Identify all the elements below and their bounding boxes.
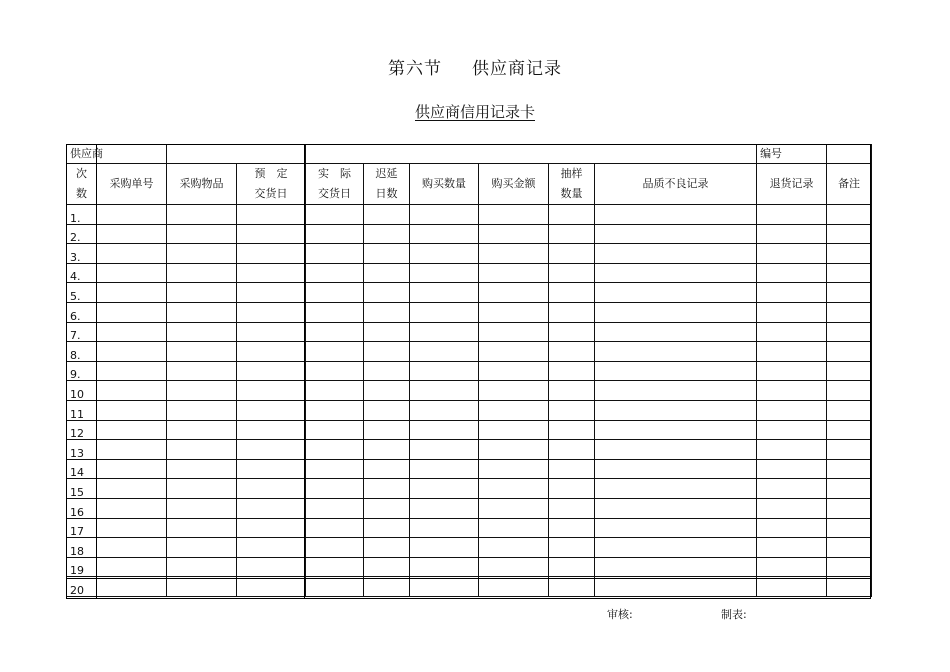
table-cell[interactable] xyxy=(549,400,595,420)
table-cell[interactable] xyxy=(757,263,827,283)
table-cell[interactable] xyxy=(364,577,410,597)
table-cell[interactable] xyxy=(306,498,364,518)
table-row xyxy=(67,361,872,381)
table-cell[interactable] xyxy=(167,224,237,244)
table-cell[interactable] xyxy=(549,302,595,322)
col-index-bottom: 数 xyxy=(76,187,87,200)
table-cell[interactable] xyxy=(410,381,479,401)
table-cell[interactable] xyxy=(757,518,827,538)
table-cell[interactable] xyxy=(827,244,872,264)
col-actual-top: 实 际 xyxy=(318,167,351,180)
table-cell[interactable] xyxy=(549,244,595,264)
table-cell[interactable] xyxy=(167,440,237,460)
table-row xyxy=(67,518,872,538)
table-cell[interactable] xyxy=(237,283,306,303)
table-cell[interactable] xyxy=(306,538,364,558)
row-index: 15 xyxy=(67,479,97,499)
table-cell[interactable] xyxy=(595,302,757,322)
table-row xyxy=(67,244,872,264)
table-cell[interactable] xyxy=(97,263,167,283)
row-index: 11 xyxy=(67,400,97,420)
table-cell[interactable] xyxy=(410,400,479,420)
table-cell[interactable] xyxy=(410,538,479,558)
preparer-label: 制表: xyxy=(721,608,747,621)
supplier-credit-card-table xyxy=(66,144,872,597)
table-cell[interactable] xyxy=(97,440,167,460)
table-cell[interactable] xyxy=(364,244,410,264)
table-cell[interactable] xyxy=(97,538,167,558)
table-cell[interactable] xyxy=(757,557,827,577)
table-cell[interactable] xyxy=(167,420,237,440)
table-cell[interactable] xyxy=(97,400,167,420)
table-cell[interactable] xyxy=(479,538,549,558)
table-cell[interactable] xyxy=(410,577,479,597)
table-cell[interactable] xyxy=(595,440,757,460)
table-cell[interactable] xyxy=(97,498,167,518)
table-cell[interactable] xyxy=(97,361,167,381)
table-cell[interactable] xyxy=(167,244,237,264)
table-cell[interactable] xyxy=(97,244,167,264)
table-cell[interactable] xyxy=(479,440,549,460)
table-cell[interactable] xyxy=(97,322,167,342)
table-cell[interactable] xyxy=(827,420,872,440)
table-row xyxy=(67,479,872,499)
table-cell[interactable] xyxy=(167,498,237,518)
table-cell[interactable] xyxy=(237,538,306,558)
table-cell[interactable] xyxy=(595,283,757,303)
table-cell[interactable] xyxy=(364,205,410,225)
table-row xyxy=(67,577,872,597)
row-index: 12 xyxy=(67,420,97,440)
table-cell[interactable] xyxy=(364,479,410,499)
table-cell[interactable] xyxy=(757,459,827,479)
row-index: 9. xyxy=(67,361,97,381)
table-cell[interactable] xyxy=(827,557,872,577)
table-cell[interactable] xyxy=(306,440,364,460)
table-cell[interactable] xyxy=(306,459,364,479)
table-cell[interactable] xyxy=(827,400,872,420)
table-cell[interactable] xyxy=(410,518,479,538)
table-cell[interactable] xyxy=(167,302,237,322)
row-index: 13 xyxy=(67,440,97,460)
table-row xyxy=(67,205,872,225)
table-cell[interactable] xyxy=(306,479,364,499)
table-cell[interactable] xyxy=(364,498,410,518)
table-cell[interactable] xyxy=(479,459,549,479)
table-cell[interactable] xyxy=(595,479,757,499)
table-cell[interactable] xyxy=(549,283,595,303)
table-cell[interactable] xyxy=(479,205,549,225)
table-cell[interactable] xyxy=(237,381,306,401)
header-row xyxy=(67,164,872,205)
table-cell[interactable] xyxy=(364,400,410,420)
table-cell[interactable] xyxy=(757,224,827,244)
table-cell[interactable] xyxy=(549,263,595,283)
table-row xyxy=(67,263,872,283)
table-cell[interactable] xyxy=(306,224,364,244)
table-cell[interactable] xyxy=(364,361,410,381)
table-cell[interactable] xyxy=(410,224,479,244)
table-cell[interactable] xyxy=(410,263,479,283)
table-cell[interactable] xyxy=(757,342,827,362)
table-cell[interactable] xyxy=(827,381,872,401)
table-cell[interactable] xyxy=(167,283,237,303)
table-cell[interactable] xyxy=(410,459,479,479)
col-amount-header: 购买金额 xyxy=(479,164,549,205)
table-cell[interactable] xyxy=(306,518,364,538)
table-cell[interactable] xyxy=(306,381,364,401)
table-cell[interactable] xyxy=(595,557,757,577)
table-cell[interactable] xyxy=(306,420,364,440)
row-index: 19 xyxy=(67,557,97,577)
card-subtitle-text: 供应商信用记录卡 xyxy=(414,103,535,121)
table-cell[interactable] xyxy=(364,518,410,538)
number-field[interactable] xyxy=(827,145,872,164)
table-cell[interactable] xyxy=(410,361,479,381)
table-cell[interactable] xyxy=(827,205,872,225)
table-row xyxy=(67,420,872,440)
row-index: 8. xyxy=(67,342,97,362)
table-cell[interactable] xyxy=(479,224,549,244)
table-cell[interactable] xyxy=(549,557,595,577)
table-cell[interactable] xyxy=(479,302,549,322)
table-cell[interactable] xyxy=(827,440,872,460)
table-cell[interactable] xyxy=(549,577,595,597)
table-cell[interactable] xyxy=(364,283,410,303)
table-cell[interactable] xyxy=(237,459,306,479)
table-cell[interactable] xyxy=(757,538,827,558)
table-cell[interactable] xyxy=(827,263,872,283)
table-cell[interactable] xyxy=(410,244,479,264)
col-delay-days-header xyxy=(364,164,410,205)
table-cell[interactable] xyxy=(237,244,306,264)
table-cell[interactable] xyxy=(97,459,167,479)
table-cell[interactable] xyxy=(237,440,306,460)
table-cell[interactable] xyxy=(364,420,410,440)
table-cell[interactable] xyxy=(410,479,479,499)
table-cell[interactable] xyxy=(364,342,410,362)
table-cell[interactable] xyxy=(827,538,872,558)
table-cell[interactable] xyxy=(237,342,306,362)
table-cell[interactable] xyxy=(364,557,410,577)
table-cell[interactable] xyxy=(306,342,364,362)
table-cell[interactable] xyxy=(827,479,872,499)
info-spacer xyxy=(306,145,757,164)
table-cell[interactable] xyxy=(757,440,827,460)
table-cell[interactable] xyxy=(549,518,595,538)
table-cell[interactable] xyxy=(757,479,827,499)
table-cell[interactable] xyxy=(595,342,757,362)
table-cell[interactable] xyxy=(97,479,167,499)
table-cell[interactable] xyxy=(410,322,479,342)
table-cell[interactable] xyxy=(306,361,364,381)
table-cell[interactable] xyxy=(827,342,872,362)
table-cell[interactable] xyxy=(595,577,757,597)
table-row xyxy=(67,302,872,322)
table-cell[interactable] xyxy=(595,420,757,440)
table-cell[interactable] xyxy=(827,361,872,381)
table-cell[interactable] xyxy=(167,577,237,597)
table-cell[interactable] xyxy=(364,440,410,460)
table-cell[interactable] xyxy=(549,322,595,342)
table-cell[interactable] xyxy=(167,459,237,479)
table-cell[interactable] xyxy=(167,263,237,283)
row-index: 20 xyxy=(67,577,97,597)
table-cell[interactable] xyxy=(410,440,479,460)
row-index: 5. xyxy=(67,283,97,303)
table-cell[interactable] xyxy=(549,342,595,362)
table-cell[interactable] xyxy=(479,518,549,538)
table-cell[interactable] xyxy=(364,302,410,322)
table-cell[interactable] xyxy=(595,224,757,244)
section-label: 第六节 xyxy=(388,59,442,79)
table-cell[interactable] xyxy=(595,400,757,420)
table-cell[interactable] xyxy=(237,420,306,440)
table-cell[interactable] xyxy=(479,322,549,342)
row-index: 10 xyxy=(67,381,97,401)
table-cell[interactable] xyxy=(827,224,872,244)
col-planned-top: 预 定 xyxy=(254,167,288,180)
table-cell[interactable] xyxy=(595,498,757,518)
number-label: 编号 xyxy=(757,145,827,164)
table-row xyxy=(67,498,872,518)
card-subtitle xyxy=(0,101,950,122)
table-cell[interactable] xyxy=(364,224,410,244)
table-cell[interactable] xyxy=(306,557,364,577)
table-cell[interactable] xyxy=(549,224,595,244)
supplier-label: 供应商 xyxy=(67,145,167,164)
table-cell[interactable] xyxy=(237,263,306,283)
table-cell[interactable] xyxy=(827,459,872,479)
reviewer-label: 审核: xyxy=(607,608,633,621)
table-cell[interactable] xyxy=(97,381,167,401)
table-cell[interactable] xyxy=(97,283,167,303)
col-returns-header: 退货记录 xyxy=(757,164,827,205)
table-cell[interactable] xyxy=(167,557,237,577)
table-cell[interactable] xyxy=(97,224,167,244)
table-cell[interactable] xyxy=(549,381,595,401)
table-cell[interactable] xyxy=(97,577,167,597)
row-index: 14 xyxy=(67,459,97,479)
table-cell[interactable] xyxy=(549,498,595,518)
table-cell[interactable] xyxy=(757,322,827,342)
table-cell[interactable] xyxy=(306,322,364,342)
table-cell[interactable] xyxy=(479,479,549,499)
table-cell[interactable] xyxy=(479,557,549,577)
col-remarks-header: 备注 xyxy=(827,164,872,205)
table-cell[interactable] xyxy=(757,498,827,518)
table-cell[interactable] xyxy=(549,479,595,499)
supplier-name-field[interactable] xyxy=(167,145,306,164)
table-cell[interactable] xyxy=(549,205,595,225)
table-cell[interactable] xyxy=(595,538,757,558)
col-defect-header: 品质不良记录 xyxy=(595,164,757,205)
table-cell[interactable] xyxy=(757,361,827,381)
table-row xyxy=(67,283,872,303)
table-cell[interactable] xyxy=(595,263,757,283)
col-actual-bottom: 交货日 xyxy=(318,187,351,200)
row-index: 6. xyxy=(67,302,97,322)
table-cell[interactable] xyxy=(595,205,757,225)
table-cell[interactable] xyxy=(479,420,549,440)
row-index: 3. xyxy=(67,244,97,264)
table-cell[interactable] xyxy=(827,577,872,597)
table-cell[interactable] xyxy=(167,479,237,499)
table-cell[interactable] xyxy=(757,302,827,322)
table-cell[interactable] xyxy=(167,322,237,342)
col-sample-qty-header xyxy=(549,164,595,205)
table-row xyxy=(67,557,872,577)
table-cell[interactable] xyxy=(479,263,549,283)
table-cell[interactable] xyxy=(237,400,306,420)
col-index-header xyxy=(67,164,97,205)
row-index: 16 xyxy=(67,498,97,518)
table-row xyxy=(67,440,872,460)
table-cell[interactable] xyxy=(757,381,827,401)
row-index: 18 xyxy=(67,538,97,558)
col-planned-bottom: 交货日 xyxy=(254,187,288,200)
table-cell[interactable] xyxy=(410,498,479,518)
table-cell[interactable] xyxy=(167,518,237,538)
table-cell[interactable] xyxy=(237,322,306,342)
table-cell[interactable] xyxy=(479,244,549,264)
table-cell[interactable] xyxy=(479,381,549,401)
table-cell[interactable] xyxy=(306,302,364,322)
table-cell[interactable] xyxy=(167,400,237,420)
table-cell[interactable] xyxy=(410,283,479,303)
row-index: 7. xyxy=(67,322,97,342)
table-cell[interactable] xyxy=(237,498,306,518)
table-row xyxy=(67,224,872,244)
table-cell[interactable] xyxy=(167,342,237,362)
table-cell[interactable] xyxy=(237,302,306,322)
col-po-number-header: 采购单号 xyxy=(97,164,167,205)
table-cell[interactable] xyxy=(97,302,167,322)
table-cell[interactable] xyxy=(757,420,827,440)
table-cell[interactable] xyxy=(237,557,306,577)
row-index: 17 xyxy=(67,518,97,538)
table-row xyxy=(67,538,872,558)
table-cell[interactable] xyxy=(364,322,410,342)
table-cell[interactable] xyxy=(306,283,364,303)
col-delay-bottom: 日数 xyxy=(375,187,398,200)
table-cell[interactable] xyxy=(757,205,827,225)
table-cell[interactable] xyxy=(410,342,479,362)
col-index-top: 次 xyxy=(76,167,87,180)
table-cell[interactable] xyxy=(410,205,479,225)
section-name: 供应商记录 xyxy=(472,59,562,79)
table-cell[interactable] xyxy=(364,538,410,558)
table-cell[interactable] xyxy=(827,498,872,518)
table-cell[interactable] xyxy=(549,420,595,440)
table-cell[interactable] xyxy=(306,577,364,597)
table-row xyxy=(67,400,872,420)
table-row xyxy=(67,342,872,362)
table-cell[interactable] xyxy=(595,322,757,342)
table-cell[interactable] xyxy=(757,244,827,264)
col-sample-top: 抽样 xyxy=(560,167,583,180)
table-cell[interactable] xyxy=(97,420,167,440)
table-cell[interactable] xyxy=(237,479,306,499)
table-cell[interactable] xyxy=(827,302,872,322)
table-cell[interactable] xyxy=(167,538,237,558)
table-cell[interactable] xyxy=(237,224,306,244)
col-actual-date-header xyxy=(306,164,364,205)
table-cell[interactable] xyxy=(364,381,410,401)
col-item-header: 采购物品 xyxy=(167,164,237,205)
table-cell[interactable] xyxy=(237,577,306,597)
table-row xyxy=(67,322,872,342)
table-cell[interactable] xyxy=(167,205,237,225)
table-cell[interactable] xyxy=(595,518,757,538)
table-cell[interactable] xyxy=(549,440,595,460)
table-cell[interactable] xyxy=(549,361,595,381)
row-index: 1. xyxy=(67,205,97,225)
table-cell[interactable] xyxy=(97,205,167,225)
table-cell[interactable] xyxy=(595,361,757,381)
info-row xyxy=(67,145,872,164)
table-cell[interactable] xyxy=(479,498,549,518)
table-cell[interactable] xyxy=(595,244,757,264)
table-row xyxy=(67,381,872,401)
table-cell[interactable] xyxy=(479,283,549,303)
table-cell[interactable] xyxy=(97,518,167,538)
table-row xyxy=(67,459,872,479)
table-cell[interactable] xyxy=(237,205,306,225)
table-cell[interactable] xyxy=(97,557,167,577)
row-index: 4. xyxy=(67,263,97,283)
table-cell[interactable] xyxy=(306,400,364,420)
table-cell[interactable] xyxy=(364,459,410,479)
col-qty-header: 购买数量 xyxy=(410,164,479,205)
table-cell[interactable] xyxy=(479,577,549,597)
table-cell[interactable] xyxy=(237,518,306,538)
col-sample-bottom: 数量 xyxy=(560,187,583,200)
table-cell[interactable] xyxy=(97,342,167,362)
row-index: 2. xyxy=(67,224,97,244)
table-cell[interactable] xyxy=(479,361,549,381)
table-cell[interactable] xyxy=(306,263,364,283)
col-delay-top: 迟延 xyxy=(375,167,398,180)
table-cell[interactable] xyxy=(410,420,479,440)
table-cell[interactable] xyxy=(167,381,237,401)
table-cell[interactable] xyxy=(410,302,479,322)
table-cell[interactable] xyxy=(410,557,479,577)
table-cell[interactable] xyxy=(757,400,827,420)
table-cell[interactable] xyxy=(827,283,872,303)
table-cell[interactable] xyxy=(306,205,364,225)
table-cell[interactable] xyxy=(595,459,757,479)
table-cell[interactable] xyxy=(237,361,306,381)
table-cell[interactable] xyxy=(479,342,549,362)
page-title xyxy=(0,54,950,79)
table-cell[interactable] xyxy=(479,400,549,420)
table-cell[interactable] xyxy=(827,518,872,538)
table-cell[interactable] xyxy=(757,283,827,303)
table-cell[interactable] xyxy=(306,244,364,264)
table-cell[interactable] xyxy=(757,577,827,597)
table-cell[interactable] xyxy=(364,263,410,283)
table-cell[interactable] xyxy=(549,459,595,479)
table-cell[interactable] xyxy=(595,381,757,401)
table-cell[interactable] xyxy=(827,322,872,342)
col-planned-date-header xyxy=(237,164,306,205)
table-cell[interactable] xyxy=(167,361,237,381)
table-cell[interactable] xyxy=(549,538,595,558)
